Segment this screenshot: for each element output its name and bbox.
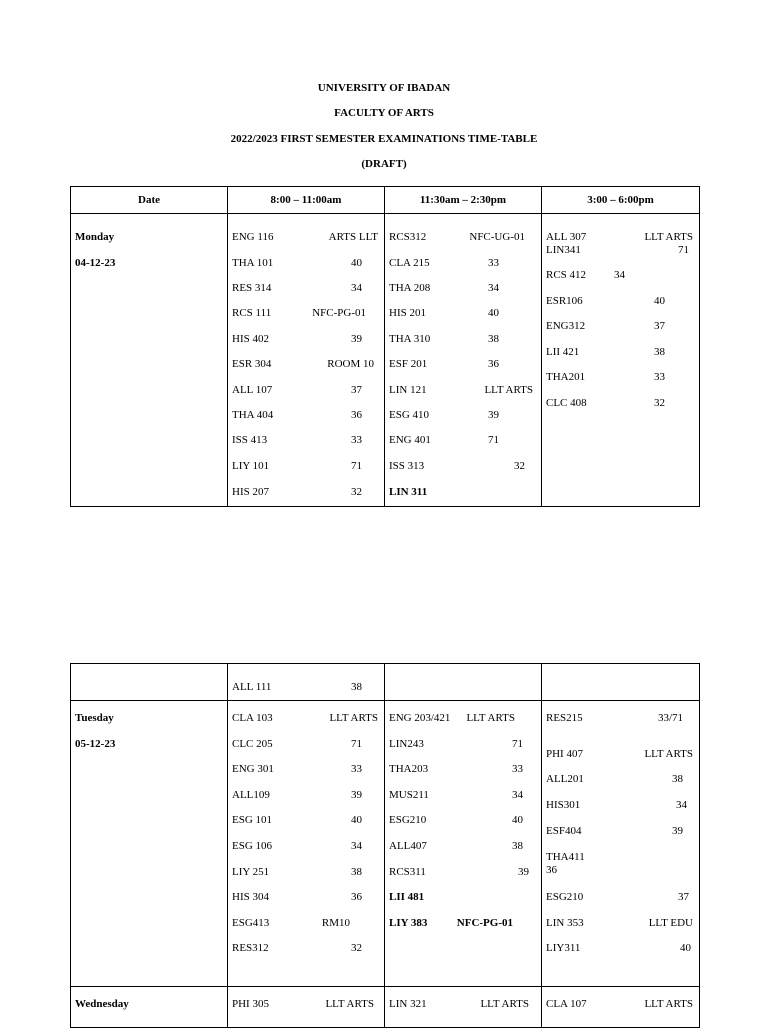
course-venue: 38	[654, 346, 665, 358]
course-entry	[232, 712, 378, 726]
course-venue: 34	[614, 269, 625, 281]
course-venue: 33/71	[657, 712, 683, 724]
day-name: Tuesday	[75, 712, 114, 724]
course-code: ESG210	[546, 891, 584, 903]
course-entry	[232, 998, 378, 1012]
course-code: ISS 413	[232, 434, 268, 446]
course-venue: 38	[351, 681, 362, 693]
course-entry	[232, 866, 378, 880]
course-entry	[232, 409, 378, 423]
table-row-continued	[71, 664, 700, 701]
course-code: THA203	[389, 763, 429, 775]
course-code: LII 481	[389, 891, 425, 903]
course-code: LIN243	[389, 738, 424, 750]
course-code: LIN 121	[389, 384, 427, 396]
course-venue: 37	[678, 891, 689, 903]
course-code: ENG 301	[232, 763, 274, 775]
course-code: LIY 383	[389, 917, 428, 929]
course-venue: 37	[654, 320, 665, 332]
slot-cell	[385, 214, 542, 507]
course-code: ESG413	[232, 917, 270, 929]
course-venue: NFC-PG-01	[456, 917, 513, 929]
course-code: ESR 304	[232, 358, 272, 370]
course-venue: 33	[351, 763, 362, 775]
course-code: ESG 410	[389, 409, 430, 421]
header-slot3: 3:00 – 6:00pm	[542, 187, 700, 214]
course-code: CLA 103	[232, 712, 273, 724]
course-venue: 71	[678, 244, 689, 256]
course-venue: LLT ARTS	[325, 998, 374, 1010]
course-entry	[389, 358, 535, 372]
slot-cell	[385, 664, 542, 701]
date-cell	[71, 214, 228, 507]
course-entry	[546, 864, 693, 878]
course-code: ALL201	[546, 773, 584, 785]
course-entry	[546, 346, 693, 360]
course-code: PHI 305	[232, 998, 269, 1010]
course-venue: LLT ARTS	[644, 998, 693, 1010]
course-venue: 71	[512, 738, 523, 750]
course-entry	[389, 409, 535, 423]
date-cell	[71, 701, 228, 987]
course-entry	[232, 891, 378, 905]
course-entry	[546, 917, 693, 931]
slot-cell	[385, 701, 542, 987]
course-entry	[389, 738, 535, 752]
course-entry	[389, 891, 535, 905]
course-code: ESR106	[546, 295, 583, 307]
course-venue: 39	[518, 866, 529, 878]
course-code: RES215	[546, 712, 583, 724]
course-entry	[389, 257, 535, 271]
day-date: 04-12-23	[75, 257, 116, 269]
table-row-tuesday	[71, 701, 700, 987]
course-code: RCS312	[389, 231, 427, 243]
course-venue: 39	[351, 789, 362, 801]
course-code: LIN 353	[546, 917, 584, 929]
course-venue: 40	[351, 814, 362, 826]
course-venue: 32	[351, 942, 362, 954]
course-code: PHI 407	[546, 748, 583, 760]
course-venue: 33	[654, 371, 665, 383]
course-venue: LLT EDU	[648, 917, 693, 929]
header-slot2: 11:30am – 2:30pm	[385, 187, 542, 214]
table-row-wednesday	[71, 987, 700, 1028]
course-code: CLC 205	[232, 738, 273, 750]
course-venue: NFC-PG-01	[312, 307, 366, 319]
course-code: LIY 101	[232, 460, 270, 472]
course-venue: 33	[488, 257, 499, 269]
course-code: ENG 116	[232, 231, 274, 243]
course-venue: 38	[488, 333, 499, 345]
course-entry	[389, 763, 535, 777]
course-venue: 37	[351, 384, 362, 396]
course-code: RCS311	[389, 866, 426, 878]
course-venue: 38	[672, 773, 683, 785]
course-entry	[389, 486, 535, 500]
slot-cell	[228, 214, 385, 507]
date-cell	[71, 987, 228, 1028]
course-code: RCS 412	[546, 269, 587, 281]
course-entry	[232, 333, 378, 347]
course-venue: 40	[680, 942, 691, 954]
course-venue: 34	[512, 789, 523, 801]
course-entry	[546, 269, 693, 283]
course-code: CLA 215	[389, 257, 430, 269]
course-code: ENG 203/421	[389, 712, 451, 724]
course-code: LIN341	[546, 244, 581, 256]
course-venue: 33	[512, 763, 523, 775]
course-entry	[389, 231, 535, 245]
course-code: RCS 111	[232, 307, 272, 319]
course-venue: 39	[488, 409, 499, 421]
course-venue: RM10	[321, 917, 350, 929]
course-code: LIY311	[546, 942, 581, 954]
course-code: ENG 401	[389, 434, 431, 446]
course-code: THA 310	[389, 333, 431, 345]
course-entry	[389, 282, 535, 296]
course-code: THA 404	[232, 409, 274, 421]
course-entry	[546, 851, 693, 865]
course-venue: LLT ARTS	[329, 712, 378, 724]
course-entry	[389, 434, 535, 448]
course-entry	[232, 282, 378, 296]
university-name: UNIVERSITY OF IBADAN	[317, 82, 451, 94]
course-code: LIN 311	[389, 486, 428, 498]
course-entry	[546, 891, 693, 905]
course-entry	[389, 814, 535, 828]
timetable-page2	[70, 663, 700, 1028]
course-code: RES 314	[232, 282, 272, 294]
course-code: ENG312	[546, 320, 586, 332]
course-entry	[232, 358, 378, 372]
course-code: HIS 201	[389, 307, 426, 319]
course-venue: 71	[351, 460, 362, 472]
course-code: LIN 321	[389, 998, 427, 1010]
course-entry	[389, 333, 535, 347]
table-header-row	[71, 187, 700, 214]
course-venue: 38	[512, 840, 523, 852]
course-code: 36	[546, 864, 557, 876]
course-code: HIS 304	[232, 891, 269, 903]
header-date: Date	[71, 187, 228, 214]
day-date: 05-12-23	[75, 738, 116, 750]
course-entry	[546, 799, 693, 813]
course-entry	[232, 814, 378, 828]
course-entry	[546, 998, 693, 1012]
course-code: THA 208	[389, 282, 431, 294]
course-code: ISS 313	[389, 460, 425, 472]
course-venue: 40	[654, 295, 665, 307]
course-venue: 33	[351, 434, 362, 446]
course-entry	[232, 738, 378, 752]
course-venue: ROOM 10	[327, 358, 374, 370]
course-code: ESF404	[546, 825, 582, 837]
course-code: THA201	[546, 371, 586, 383]
course-code: HIS301	[546, 799, 581, 811]
course-code: THA411	[546, 851, 585, 863]
course-entry	[546, 825, 693, 839]
course-entry	[232, 789, 378, 803]
course-entry	[232, 917, 378, 931]
course-code: ALL109	[232, 789, 270, 801]
course-code: HIS 402	[232, 333, 269, 345]
course-code: CLC 408	[546, 397, 587, 409]
course-code: ALL407	[389, 840, 427, 852]
course-venue: 36	[488, 358, 499, 370]
course-entry	[232, 942, 378, 956]
course-entry	[546, 712, 693, 726]
slot-cell	[542, 987, 700, 1028]
course-entry	[232, 840, 378, 854]
slot-cell	[385, 987, 542, 1028]
course-code: ESF 201	[389, 358, 428, 370]
course-venue: LLT ARTS	[484, 384, 533, 396]
course-entry	[546, 397, 693, 411]
course-entry	[546, 295, 693, 309]
course-code: LII 421	[546, 346, 580, 358]
draft-label: (DRAFT)	[361, 158, 407, 170]
course-entry	[389, 460, 535, 474]
course-venue: 40	[351, 257, 362, 269]
course-code: RES312	[232, 942, 269, 954]
day-name: Wednesday	[75, 998, 129, 1010]
course-entry	[232, 486, 378, 500]
course-entry	[389, 866, 535, 880]
course-entry	[389, 384, 535, 398]
course-venue: 38	[351, 866, 362, 878]
course-code: ALL 107	[232, 384, 273, 396]
slot-cell	[542, 701, 700, 987]
course-entry	[546, 773, 693, 787]
slot-cell	[228, 987, 385, 1028]
timetable-title: 2022/2023 FIRST SEMESTER EXAMINATIONS TIME-TABLE	[230, 133, 538, 145]
course-entry	[389, 307, 535, 321]
course-venue: 32	[351, 486, 362, 498]
slot-cell	[542, 214, 700, 507]
course-venue: 71	[351, 738, 362, 750]
course-entry	[232, 460, 378, 474]
course-venue: LLT ARTS	[480, 998, 529, 1010]
course-venue: NFC-UG-01	[469, 231, 525, 243]
course-entry	[232, 384, 378, 398]
slot-cell	[228, 701, 385, 987]
course-entry	[546, 231, 693, 245]
course-entry	[546, 942, 693, 956]
course-code: HIS 207	[232, 486, 269, 498]
course-entry	[232, 434, 378, 448]
course-code: THA 101	[232, 257, 274, 269]
table-row-monday	[71, 214, 700, 507]
header-slot1: 8:00 – 11:00am	[228, 187, 385, 214]
timetable-page1	[70, 186, 700, 507]
course-venue: ARTS LLT	[328, 231, 378, 243]
course-entry	[232, 257, 378, 271]
course-code: ESG 106	[232, 840, 273, 852]
course-entry	[232, 681, 378, 695]
course-entry	[232, 307, 378, 321]
course-entry	[389, 712, 535, 726]
course-code: LIY 251	[232, 866, 270, 878]
course-code: MUS211	[389, 789, 429, 801]
course-entry	[389, 917, 535, 931]
course-code: CLA 107	[546, 998, 587, 1010]
course-venue: 39	[351, 333, 362, 345]
course-venue: 39	[672, 825, 683, 837]
course-venue: 32	[514, 460, 525, 472]
course-entry	[389, 840, 535, 854]
course-venue: 36	[351, 409, 362, 421]
course-venue: 34	[351, 282, 362, 294]
course-entry	[232, 231, 378, 245]
course-venue: 40	[488, 307, 499, 319]
course-entry	[546, 371, 693, 385]
course-entry	[546, 748, 693, 762]
course-venue: 40	[512, 814, 523, 826]
course-venue: 34	[351, 840, 362, 852]
date-cell	[71, 664, 228, 701]
slot-cell	[542, 664, 700, 701]
day-name: Monday	[75, 231, 115, 243]
course-entry	[389, 998, 535, 1012]
course-code: ESG210	[389, 814, 427, 826]
course-entry	[389, 789, 535, 803]
course-venue: 32	[654, 397, 665, 409]
faculty-name: FACULTY OF ARTS	[334, 107, 434, 119]
slot-cell	[228, 664, 385, 701]
course-code: ALL 111	[232, 681, 272, 693]
course-venue: 34	[676, 799, 687, 811]
course-venue: 36	[351, 891, 362, 903]
course-entry	[546, 244, 693, 258]
course-code: ALL 307	[546, 231, 587, 243]
course-code: ESG 101	[232, 814, 273, 826]
course-venue: LLT ARTS	[644, 748, 693, 760]
course-entry	[546, 320, 693, 334]
course-venue: LLT ARTS	[644, 231, 693, 243]
course-entry	[232, 763, 378, 777]
course-venue: 34	[488, 282, 499, 294]
course-venue: LLT ARTS	[466, 712, 515, 724]
course-venue: 71	[488, 434, 499, 446]
